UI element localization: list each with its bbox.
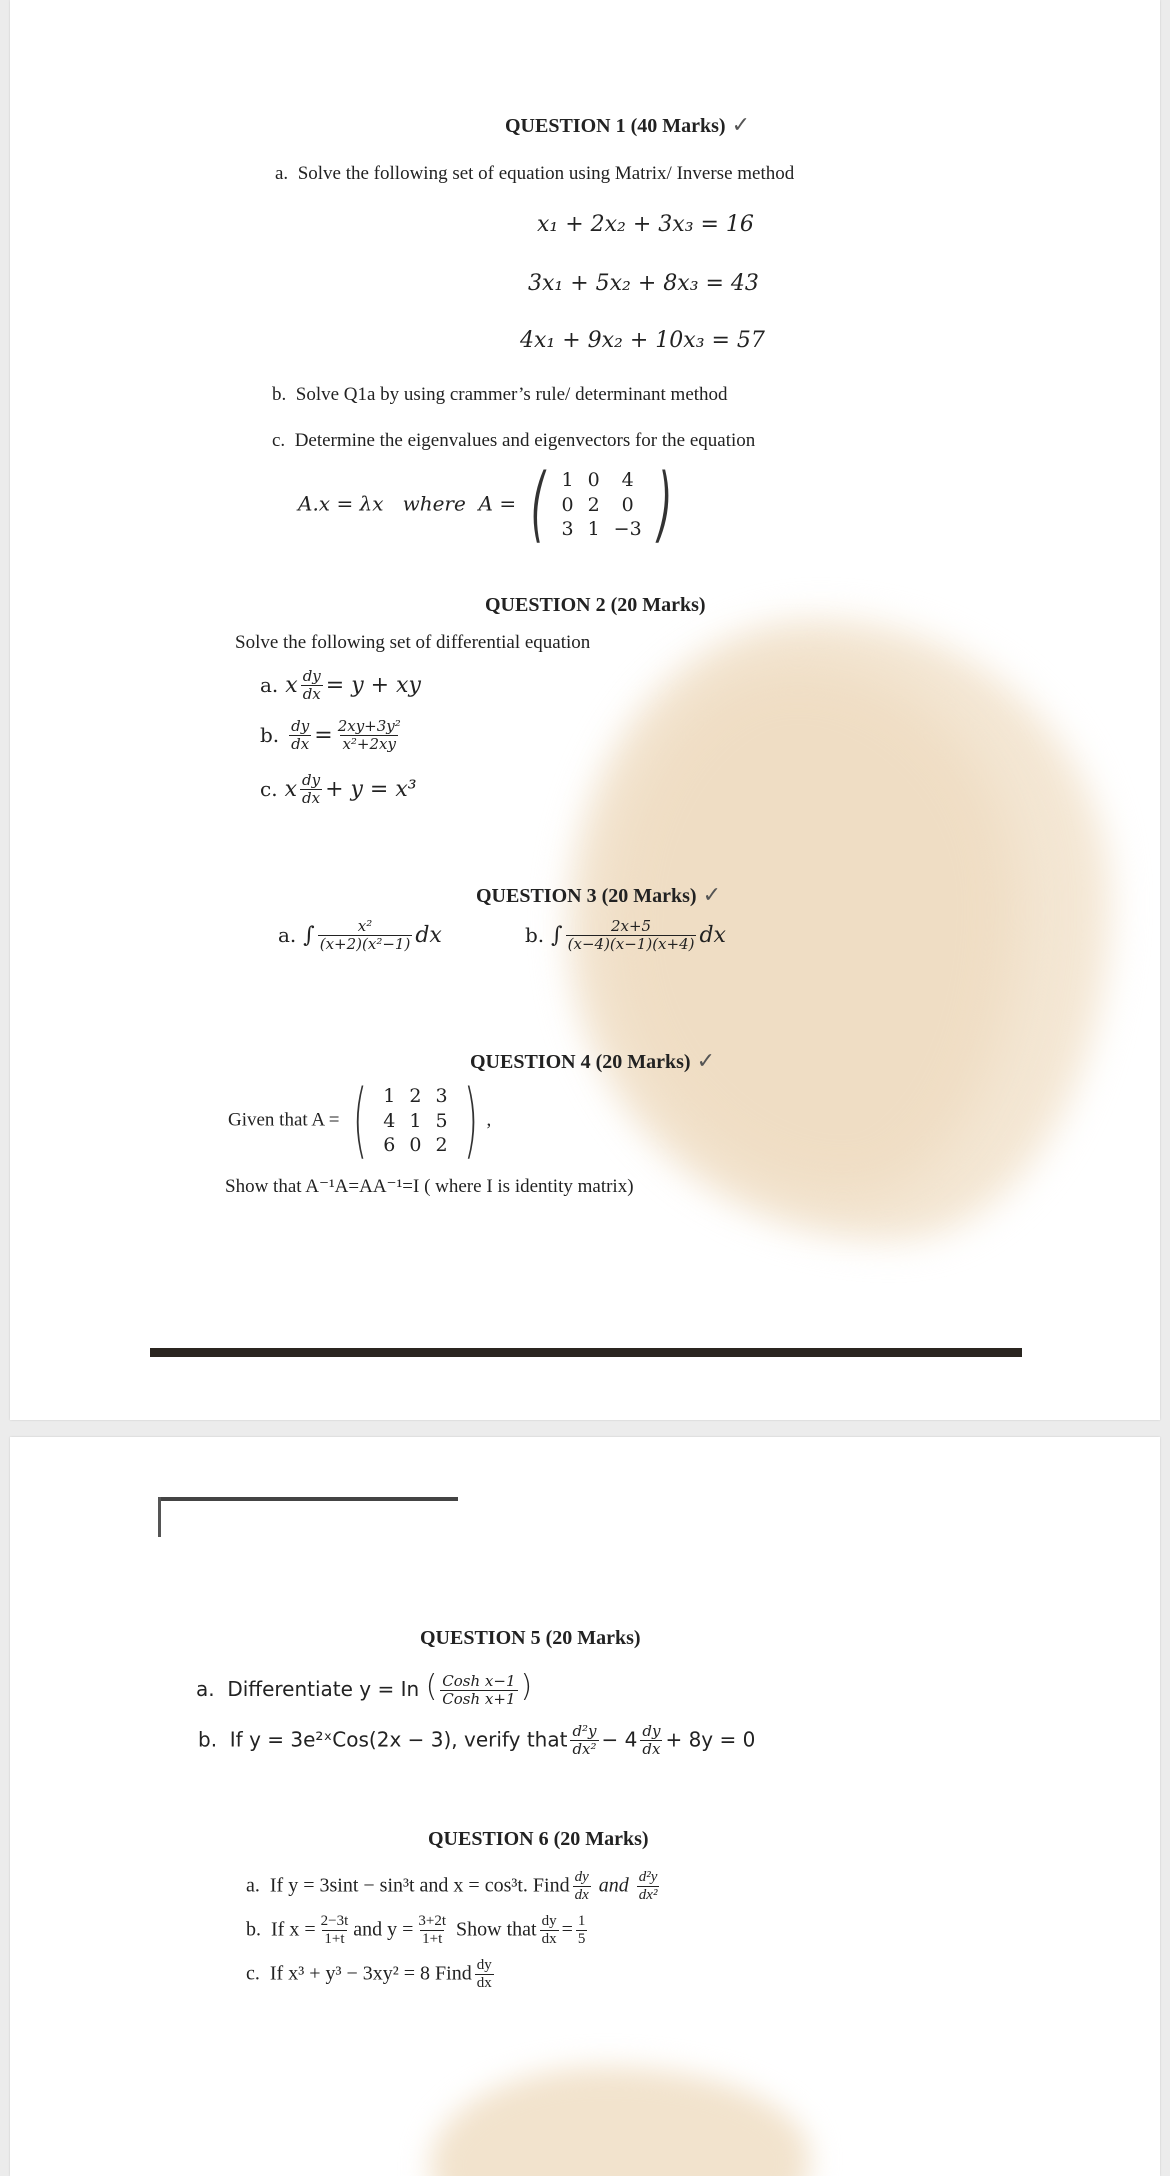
equation-2: 3x₁ + 5x₂ + 8x₃ = 43 xyxy=(528,271,759,296)
q2-part-c: c. x $\frac{dy}{dx}$ + y = x³ xyxy=(260,771,417,808)
q2-intro: Solve the following set of differential equation xyxy=(235,632,591,653)
paper-stain xyxy=(430,2067,810,2176)
q6-part-b: b. If x = $\frac{2-3t}{1+t}$ and y = $\frac{3+2t}{1+t}$ Show that $\frac{dy}{dx}$ = $\frac{1}{5}$ xyxy=(246,1913,586,1948)
sheet-top-edge xyxy=(158,1497,458,1501)
q1-part-a: a. Solve the following set of equation using Matrix/ Inverse method xyxy=(275,163,795,184)
q3-part-a: a. ∫ $\frac{\text{x²}}{\text{(x+2)(x²−1)}}$ dx xyxy=(278,917,442,954)
sheet-left-edge xyxy=(158,1497,161,1537)
eigen-matrix: ( 1 0 4 0 2 0 3 1 −3 ) xyxy=(531,457,672,552)
question-2-title: QUESTION 2 (20 Marks) xyxy=(485,594,706,616)
question-5-title: QUESTION 5 (20 Marks) xyxy=(420,1627,641,1649)
q6-part-a: a. If y = 3sint − sin³t and x = cos³t. Find $\frac{dy}{dx}$ and $\frac{\text{d²y}}{\text{dx²}}$ xyxy=(246,1869,658,1904)
equation-3: 4x₁ + 9x₂ + 10x₃ = 57 xyxy=(520,328,765,353)
q1-part-b: b. Solve Q1a by using crammer’s rule/ determinant method xyxy=(272,384,728,405)
exam-page-1 xyxy=(10,0,1160,1420)
q2-part-b: b. $\frac{dy}{dx}$ = $\frac{\text{2xy+3y²}}{\text{x²+2xy}}$ xyxy=(260,717,401,754)
question-3-title: QUESTION 3 (20 Marks) ✓ xyxy=(476,882,722,907)
q5-part-a: a. Differentiate y = In ( $\frac{\text{Cosh x−1}}{\text{Cosh x+1}}$ ) xyxy=(196,1669,533,1708)
question-1-title: QUESTION 1 (40 Marks) ✓ xyxy=(505,112,751,137)
q6-part-c: c. If x³ + y³ − 3xy² = 8 Find $\frac{dy}{dx}$ xyxy=(246,1957,492,1992)
question-6-title: QUESTION 6 (20 Marks) xyxy=(428,1828,649,1850)
question-4-title: QUESTION 4 (20 Marks) ✓ xyxy=(470,1048,716,1073)
q4-given: Given that A = ( 1 2 3 4 1 5 6 0 2 ) , xyxy=(228,1073,492,1168)
check-mark-icon: ✓ xyxy=(731,112,751,137)
q4-show-that: Show that A⁻¹A=AA⁻¹=I ( where I is identity matrix) xyxy=(225,1176,634,1197)
exam-page-2 xyxy=(10,1437,1160,2176)
equation-1: x₁ + 2x₂ + 3x₃ = 16 xyxy=(537,212,754,237)
check-mark-icon: ✓ xyxy=(696,1048,716,1073)
q4-matrix: ( 1 2 3 4 1 5 6 0 2 ) xyxy=(353,1073,478,1168)
q5-part-b: b. If y = 3e²ˣCos(2x − 3), verify that $\frac{\text{d²y}}{\text{dx²}}$ − 4 $\frac{dy}{dx}$ + 8y = 0 xyxy=(198,1722,756,1759)
q1-part-c: c. Determine the eigenvalues and eigenvectors for the equation xyxy=(272,430,756,451)
q2-part-a: a. x $\frac{dy}{dx}$ = y + xy xyxy=(260,667,421,704)
sheet-bottom-edge xyxy=(150,1348,1022,1357)
eigen-equation: A.x = λx where A = ( 1 0 4 0 2 0 3 1 −3 ) xyxy=(298,464,681,546)
check-mark-icon: ✓ xyxy=(702,882,722,907)
q3-part-b: b. ∫ $\frac{2x+5}{(x-4)(x-1)(x+4)}$ dx xyxy=(525,917,726,954)
